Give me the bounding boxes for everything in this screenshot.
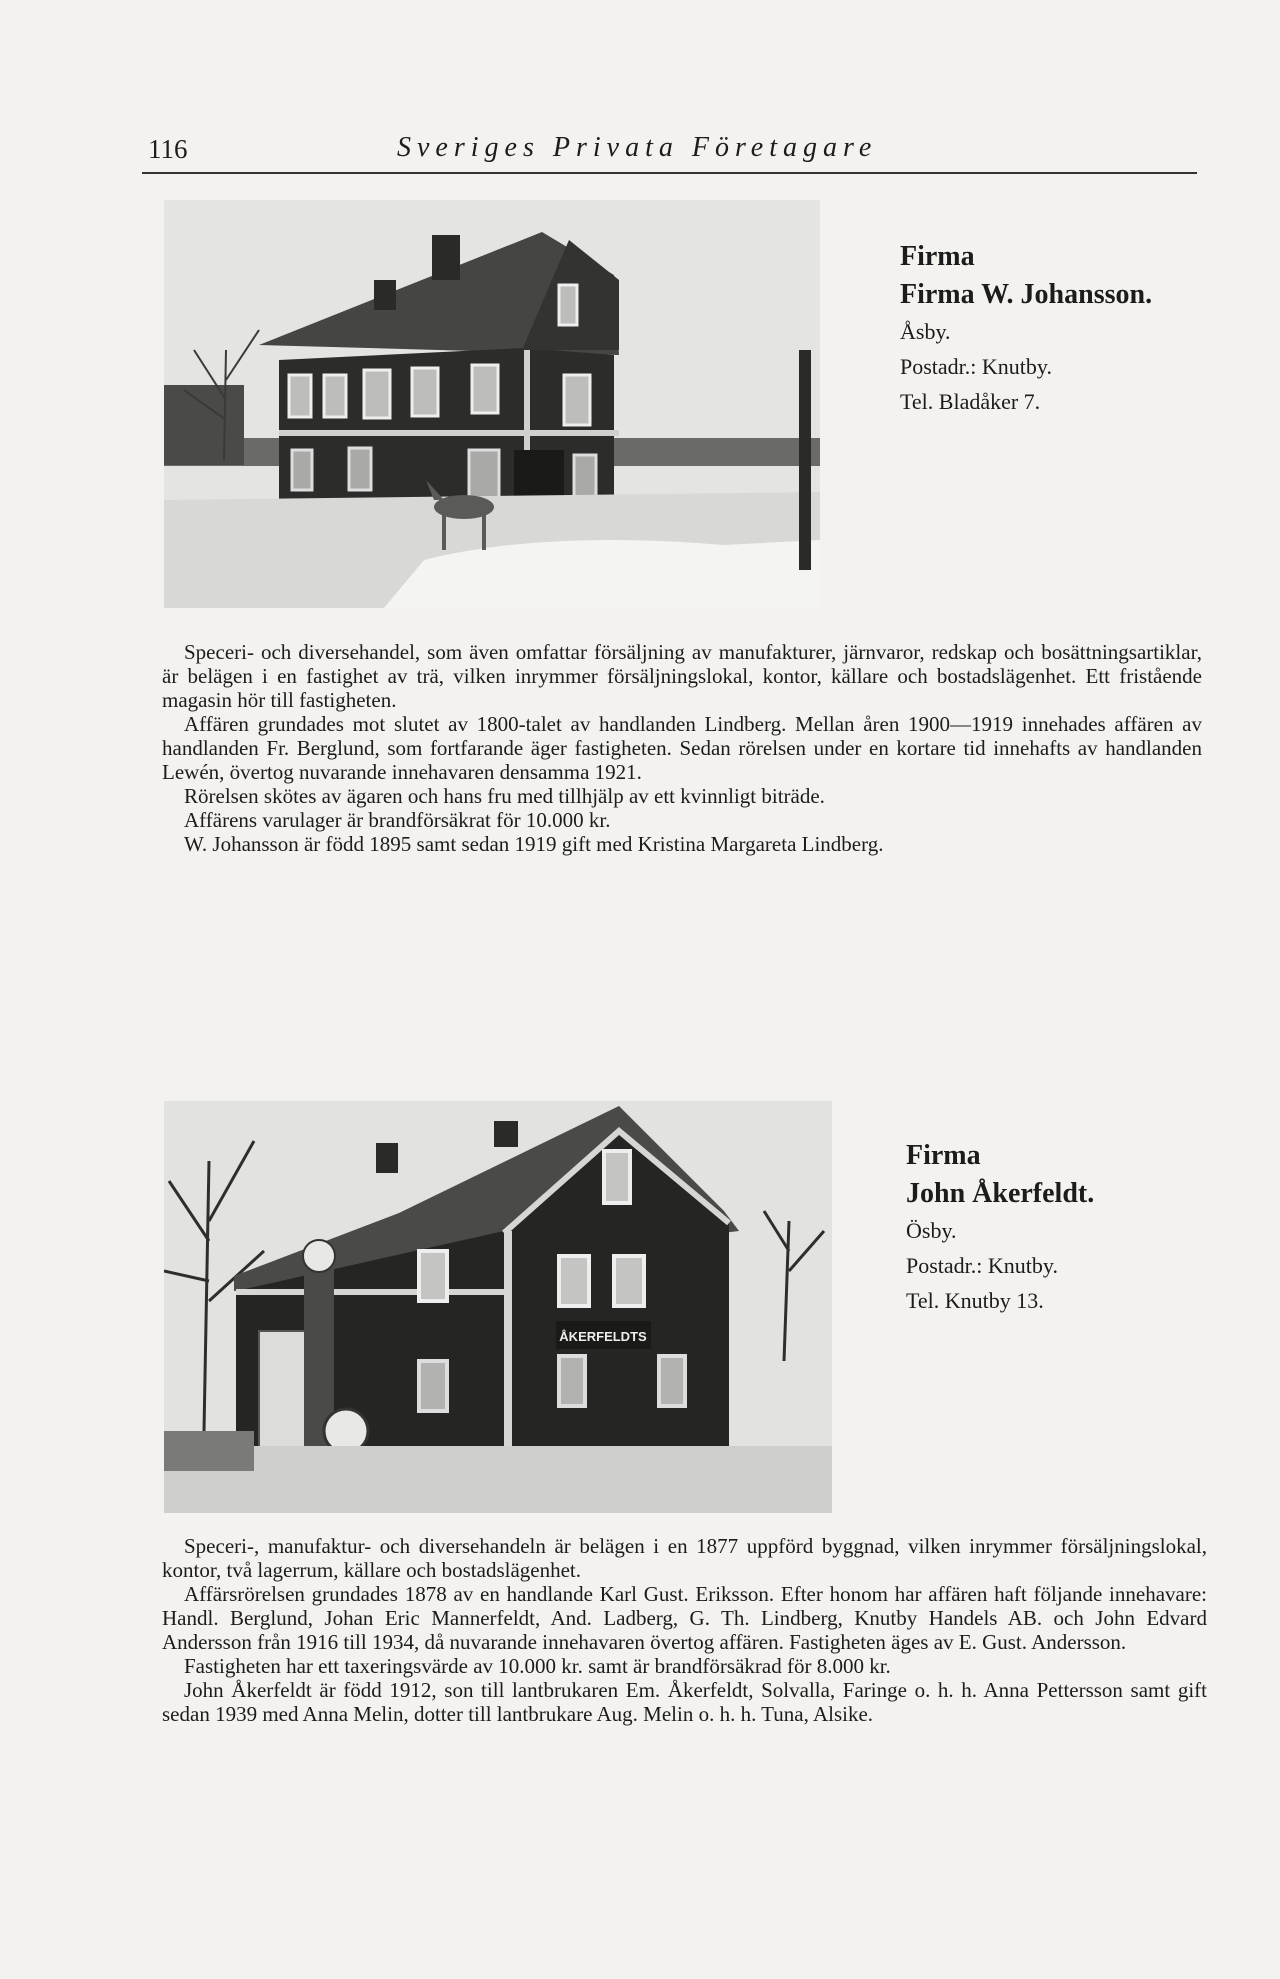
shop-sign-text: ÅKERFELDTS (559, 1329, 647, 1344)
firm-postal-address: Postadr.: Knutby. (900, 354, 1052, 379)
photo-johansson-illustration (164, 200, 820, 608)
photo-johansson-store (164, 200, 820, 608)
entry-text-akerfeldt (162, 1534, 1207, 1726)
paragraph: Rörelsen skötes av ägaren och hans fru med tillhjälp av ett kvinnligt biträde. (184, 784, 825, 808)
firm-postal-address: Postadr.: Knutby. (906, 1253, 1058, 1278)
paragraph: Fastigheten har ett taxeringsvärde av 10.000 kr. samt är brandförsäkrad för 8.000 kr. (184, 1654, 891, 1678)
paragraph: Affärsrörelsen grundades 1878 av en handlande Karl Gust. Eriksson. Efter honom har affären haft följande innehavare: Handl. Berglund, Johan Eric Mannerfeldt, And. Ladberg, G. Th. Lindberg, Knutby Handels AB. och John Edvard Andersson från 1916 till 1934, då nuvarande innehavaren övertog affären. Fastigheten äges av E. Gust. Andersson. (162, 1582, 1207, 1654)
running-head (142, 128, 1197, 174)
photo-akerfeldt-illustration (164, 1101, 832, 1513)
firm-place: Åsby. (900, 319, 951, 344)
paragraph: John Åkerfeldt är född 1912, son till lantbrukaren Em. Åkerfeldt, Solvalla, Faringe o. h. h. Anna Pettersson samt gift sedan 1939 med Anna Melin, dotter till lantbrukare Aug. Melin o. h. h. Tuna, Alsike. (162, 1678, 1207, 1726)
firm-place: Ösby. (906, 1218, 957, 1243)
paragraph: W. Johansson är född 1895 samt sedan 1919 gift med Kristina Margareta Lindberg. (184, 832, 884, 856)
firm-phone: Tel. Knutby 13. (906, 1288, 1044, 1313)
firm-label: Firma (906, 1140, 981, 1171)
running-title: Sveriges Privata Företagare (397, 132, 878, 163)
entry-text-johansson (162, 640, 1202, 856)
firm-label: Firma (900, 241, 975, 272)
paragraph: Affären grundades mot slutet av 1800-talet av handlanden Lindberg. Mellan åren 1900—1919 innehades affären av handlanden Fr. Berglund, som fortfarande äger fastigheten. Sedan rörelsen under en kortare tid innehafts av handlanden Lewén, övertog nuvarande innehavaren densamma 1921. (162, 712, 1202, 784)
photo-akerfeldt-store (164, 1101, 832, 1513)
paragraph: Speceri- och diversehandel, som även omfattar försäljning av manufakturer, järnvaror, redskap och bosättningsartiklar, är belägen i en fastighet av trä, vilken inrymmer försäljningslokal, kontor, källare och bostadslägenhet. Ett fristående magasin hör till fastigheten. (162, 640, 1202, 712)
paragraph: Speceri-, manufaktur- och diversehandeln är belägen i en 1877 uppförd byggnad, vilken inrymmer försäljningslokal, kontor, två lagerrum, källare och bostadslägenhet. (162, 1534, 1207, 1582)
firm-info-akerfeldt (906, 1137, 1094, 1318)
paragraph: Affärens varulager är brandförsäkrat för 10.000 kr. (184, 808, 611, 832)
page-number: 116 (148, 134, 188, 164)
firm-name: Firma W. Johansson. (900, 279, 1153, 310)
firm-info-johansson (900, 238, 1152, 419)
firm-name: John Åkerfeldt. (906, 1178, 1095, 1209)
firm-phone: Tel. Bladåker 7. (900, 389, 1041, 414)
